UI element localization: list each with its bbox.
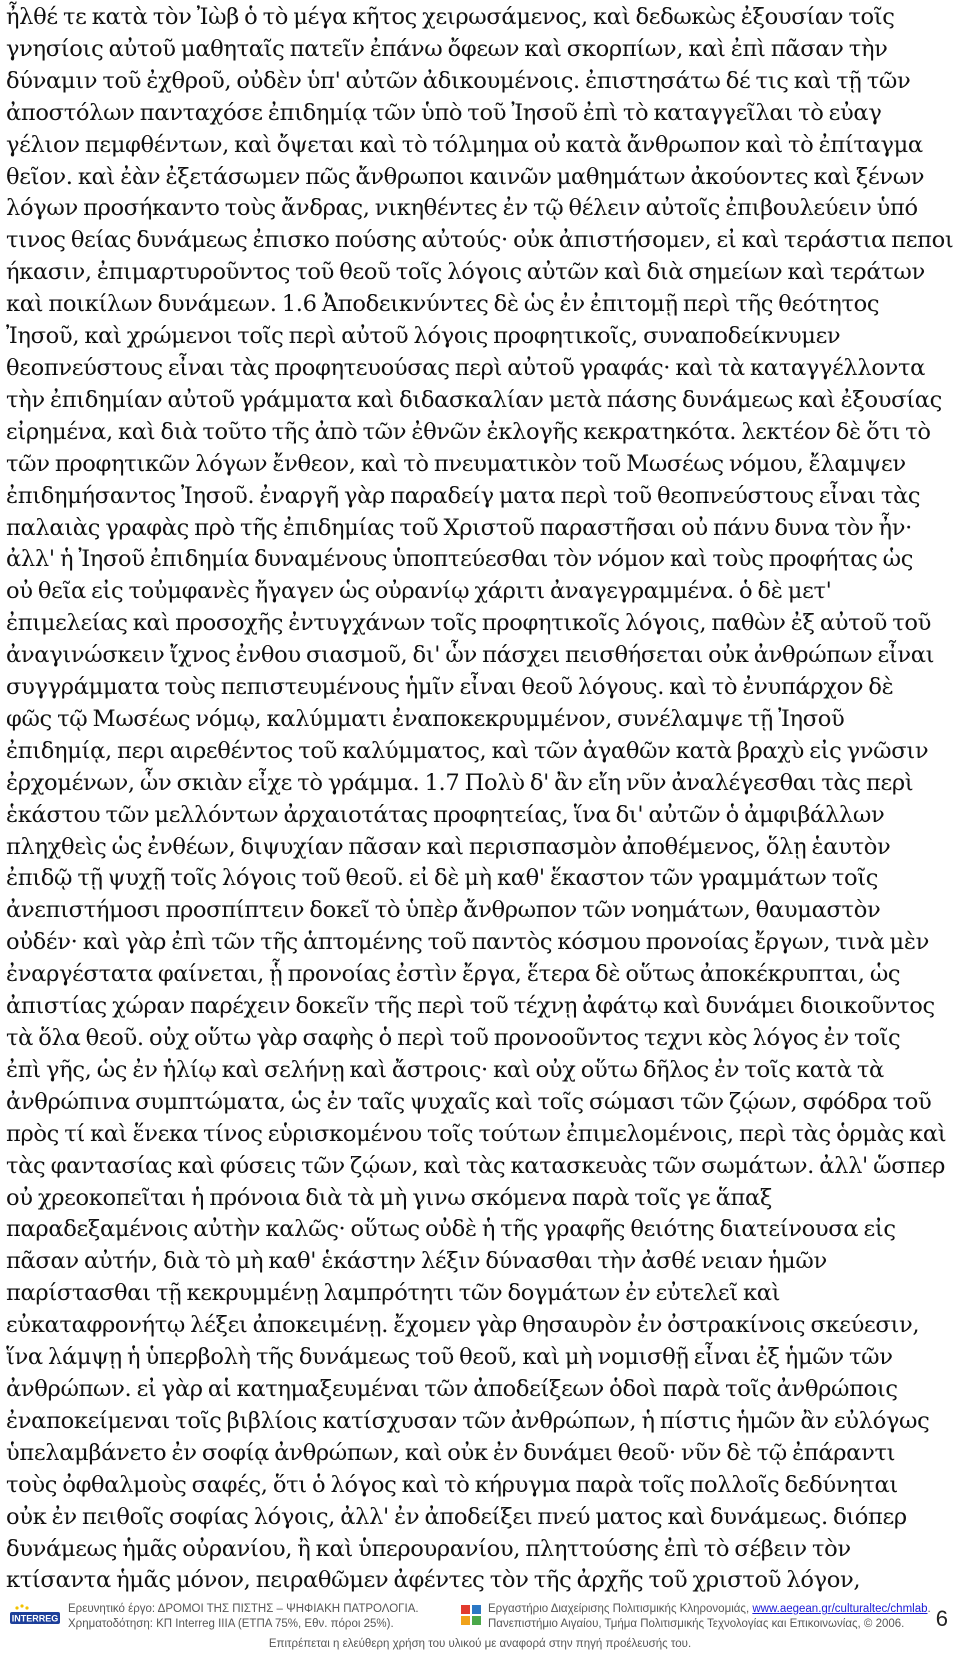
text-line: ἐπιδῷ τῇ ψυχῇ τοῖς λόγοις τοῦ θεοῦ. εἰ δὲ μὴ καθ' ἕκαστον τῶν γραμμάτων τοῖς [6, 865, 879, 892]
text-line: ἀνεπιστήμοσι προσπίπτειν δοκεῖ τὸ ὑπὲρ ἄνθρωπον τῶν νοημάτων, θαυμαστὸν [6, 897, 881, 924]
text-line: οὐ θεῖα εἰς τοὐμφανὲς ἤγαγεν ὡς οὐρανίῳ χάριτι ἀναγεγραμμένα. ὁ δὲ μετ' [6, 578, 832, 605]
text-line: παραδεξαμένοις αὐτὴν καλῶς· οὕτως οὐδὲ ἡ τῆς γραφῆς θειότης διατείνουσα εἰς [6, 1216, 896, 1243]
text-line: ἐπὶ γῆς, ὡς ἐν ἡλίῳ καὶ σελήνῃ καὶ ἄστροις· καὶ οὐχ οὕτω δῆλος ἐν τοῖς κατὰ τὰ [6, 1056, 884, 1083]
text-line: οὐ χρεοκοπεῖται ἡ πρόνοια διὰ τὰ μὴ γινω σκόμενα παρὰ τοῖς γε ἅπαξ [6, 1184, 773, 1211]
usage-notice: Επιτρέπεται η ελεύθερη χρήση του υλικού με αναφορά στην πηγή προέλευσής του. [268, 1638, 692, 1650]
text-line: οὐδέν· καὶ γὰρ ἐπὶ τῶν τῆς ἁπτομένης τοῦ παντὸς κόσμου προνοίας ἔργων, τινὰ μὲν [6, 929, 930, 956]
text-line: καὶ ποικίλων δυνάμεων. 1.6 Ἀποδεικνύντες δὲ ὡς ἐν ἐπιτομῇ περὶ τῆς θεότητος [6, 291, 880, 318]
text-line: τὴν ἐπιδημίαν αὐτοῦ γράμματα καὶ διδασκαλίαν μετὰ πάσης δυνάμεως καὶ ἐξουσίας [6, 386, 942, 413]
text-line: ἦλθέ τε κατὰ τὸν Ἰὼβ ὁ τὸ μέγα κῆτος χειρωσάμενος, καὶ δεδωκὼς ἐξουσίαν τοῖς [6, 4, 895, 30]
interreg-logo [8, 1603, 62, 1629]
text-line: ἀποστόλων πανταχόσε ἐπιδημίᾳ τῶν ὑπὸ τοῦ Ἰησοῦ ἐπὶ τὸ καταγγεῖλαι τὸ εὐαγ [6, 99, 882, 126]
text-line: τοὺς ὀφθαλμοὺς σαφές, ὅτι ὁ λόγος καὶ τὸ κήρυγμα παρὰ τοῖς πολλοῖς δεδύνηται [6, 1471, 898, 1498]
text-line: θεοπνεύστους εἶναι τὰς προφητευούσας περὶ αὐτοῦ γραφάς· καὶ τὰ καταγγέλλοντα [6, 354, 926, 381]
text-line: ὑπελαμβάνετο ἐν σοφίᾳ ἀνθρώπων, καὶ οὐκ ἐν δυνάμει θεοῦ· νῦν δὲ τῷ ἐπάραντι [6, 1439, 896, 1466]
text-line: πρὸς τί καὶ ἕνεκα τίνος εὑρισκομένου τοῖς τούτων ἐπιμελομένοις, περὶ τὰς ὁρμὰς καὶ [6, 1120, 947, 1147]
text-line: γνησίοις αὐτοῦ μαθηταῖς πατεῖν ἐπάνω ὄφεων καὶ σκορπίων, καὶ ἐπὶ πᾶσαν τὴν [6, 35, 888, 62]
text-line: παρίστασθαι τῇ κεκρυμμένῃ λαμπρότητι τῶν δογμάτων ἐν εὐτελεῖ καὶ [6, 1280, 781, 1307]
text-line: λόγων προσήκαντο τοὺς ἄνδρας, νικηθέντες ἐν τῷ θέλειν αὐτοῖς ἐπιβουλεύειν ὑπό [6, 195, 918, 222]
text-line: ἐρχομένων, ὧν σκιὰν εἶχε τὸ γράμμα. 1.7 Πολὺ δ' ἂν εἴη νῦν ἀναλέγεσθαι τὰς περὶ [6, 769, 914, 796]
text-line: γέλιον πεμφθέντων, καὶ ὄψεται καὶ τὸ τόλμημα οὐ κατὰ ἄνθρωπον καὶ τὸ ἐπίταγμα [6, 131, 923, 158]
lab-website-link[interactable]: www.aegean.gr/culturaltec/chmlab [752, 1603, 928, 1615]
text-line: παλαιὰς γραφὰς πρὸ τῆς ἐπιδημίας τοῦ Χριστοῦ παραστῆσαι οὐ πάνυ δυνα τὸν ἦν· [6, 514, 912, 541]
text-line: τὰς φαντασίας καὶ φύσεις τῶν ζῴων, καὶ τὰς κατασκευὰς τῶν σωμάτων. ἀλλ' ὥσπερ [6, 1152, 946, 1179]
text-line: πληχθεὶς ὡς ἐνθέων, διψυχίαν πᾶσαν καὶ περισπασμὸν ἀποθέμενος, ὅλῃ ἑαυτὸν [6, 833, 891, 860]
text-line: Ἰησοῦ, καὶ χρώμενοι τοῖς περὶ αὐτοῦ λόγοις προφητικοῖς, συναποδείκνυμεν [6, 323, 841, 350]
text-line: οὐκ ἐν πειθοῖς σοφίας λόγοις, ἀλλ' ἐν ἀποδείξει πνεύ ματος καὶ δυνάμεως. διόπερ [6, 1503, 907, 1530]
text-line: ἐπιμελείας καὶ προσοχῆς ἐντυγχάνων τοῖς προφητικοῖς λόγοις, παθὼν ἐξ αὐτοῦ τοῦ [6, 610, 931, 637]
footer-right-text [488, 1602, 931, 1632]
text-line: τῶν προφητικῶν λόγων ἔνθεον, καὶ τὸ πνευματικὸν τοῦ Μωσέως νόμου, ἔλαμψεν [6, 450, 906, 477]
svg-text:INTERREG: INTERREG [11, 1613, 59, 1624]
text-line: ἐπιδημίᾳ, περι αιρεθέντος τοῦ καλύμματος, καὶ τῶν ἀγαθῶν κατὰ βραχὺ εἰς γνῶσιν [6, 737, 929, 764]
footer-left-text [68, 1602, 419, 1632]
text-line: συγγράμματα τοὺς πεπιστευμένους ἡμῖν εἶναι θεοῦ λόγους. καὶ τὸ ἐνυπάρχον δὲ [6, 674, 894, 701]
text-line: ἑκάστου τῶν μελλόντων ἀρχαιοτάτας προφητείας, ἵνα δι' αὐτῶν ὁ ἀμφιβάλλων [6, 801, 885, 828]
text-line: πᾶσαν αὐτήν, διὰ τὸ μὴ καθ' ἑκάστην λέξιν δύνασθαι τὴν ἀσθέ νειαν ἡμῶν [6, 1248, 827, 1275]
body-text [6, 2, 958, 1597]
lab-line-end: . [927, 1603, 931, 1615]
text-line: ήκασιν, ἐπιμαρτυροῦντος τοῦ θεοῦ τοῖς λόγοις αὐτῶν καὶ διὰ σημείων καὶ τεράτων [6, 259, 925, 286]
text-line: τὰ ὅλα θεοῦ. οὐχ οὕτω γὰρ σαφὴς ὁ περὶ τοῦ προνοοῦντος τεχνι κὸς λόγος ἐν τοῖς [6, 1025, 901, 1051]
text-line: φῶς τῷ Μωσέως νόμῳ, καλύμματι ἐναποκεκρυμμένον, συνέλαμψε τῇ Ἰησοῦ [6, 705, 845, 732]
project-line: Ερευνητικό έργο: ΔΡΟΜΟΙ ΤΗΣ ΠΙΣΤΗΣ – ΨΗΦΙΑΚΗ ΠΑΤΡΟΛΟΓΙΑ. [68, 1603, 419, 1615]
footer [0, 1600, 960, 1656]
text-line: θεῖον. καὶ ἐὰν ἐξετάσωμεν πῶς ἄνθρωποι καινῶν μαθημάτων ἀκούοντες καὶ ξένων [6, 163, 925, 190]
page-number: 6 [935, 1606, 948, 1631]
text-line: ἀνθρώπινα συμπτώματα, ὡς ἐν ταῖς ψυχαῖς καὶ τοῖς σώμασι τῶν ζῴων, σφόδρα τοῦ [6, 1088, 932, 1115]
text-line: ἐναργέστατα φαίνεται, ᾗ προνοίας ἐστὶν ἔργα, ἕτερα δὲ οὕτως ἀποκέκρυπται, ὡς [6, 961, 901, 988]
chmlab-logo [460, 1603, 482, 1629]
funding-line: Χρηματοδότηση: ΚΠ Interreg IIIA (ΕΤΠΑ 75%, Εθν. πόροι 25%). [68, 1618, 394, 1630]
text-line: ἐναποκείμεναι τοῖς βιβλίοις κατίσχυσαν τῶν ἀνθρώπων, ἡ πίστις ἡμῶν ἂν εὐλόγως [6, 1407, 930, 1434]
text-line: εἰρημένα, καὶ διὰ τοῦτο τῆς ἀπὸ τῶν ἐθνῶν ἐκλογῆς κεκρατηκότα. λεκτέον δὲ ὅτι τὸ [6, 418, 931, 445]
lab-name: Εργαστήριο Διαχείρισης Πολιτισμικής Κληρονομιάς, [488, 1603, 753, 1615]
text-line: τινος θείας δυνάμεως ἐπισκο πούσης αὐτούς· οὐκ ἀπιστήσομεν, εἰ καὶ τεράστια πεποι [6, 227, 954, 254]
text-line: ἵνα λάμψῃ ἡ ὑπερβολὴ τῆς δυνάμεως τοῦ θεοῦ, καὶ μὴ νομισθῇ εἶναι ἐξ ἡμῶν τῶν [6, 1344, 893, 1371]
text-line: δύναμιν τοῦ ἐχθροῦ, οὐδὲν ὑπ' αὐτῶν ἀδικουμένοις. ἐπιστησάτω δέ τις καὶ τῇ τῶν [6, 67, 911, 94]
text-line: δυνάμεως ἡμᾶς οὐρανίου, ἢ καὶ ὑπερουρανίου, πληττούσης ἐπὶ τὸ σέβειν τὸν [6, 1535, 851, 1562]
lab-line [488, 1602, 931, 1617]
text-line: ἐπιδημήσαντος Ἰησοῦ. ἐναργῆ γὰρ παραδείγ ματα περὶ τοῦ θεοπνεύστους εἶναι τὰς [6, 482, 921, 509]
text-line: ἀλλ' ἡ Ἰησοῦ ἐπιδημία δυναμένους ὑποπτεύεσθαι τὸν νόμον καὶ τοὺς προφήτας ὡς [6, 546, 914, 573]
text-line: εὐκαταφρονήτῳ λέξει ἀποκειμένῃ. ἔχομεν γὰρ θησαυρὸν ἐν ὀστρακίνοις σκεύεσιν, [6, 1312, 920, 1339]
text-line: ἀναγινώσκειν ἴχνος ἐνθου σιασμοῦ, δι' ὧν πάσχει πεισθήσεται οὐκ ἀνθρώπων εἶναι [6, 642, 935, 669]
text-line: ἀπιστίας χώραν παρέχειν δοκεῖν τῆς περὶ τοῦ τέχνῃ ἀφάτῳ καὶ δυνάμει διοικοῦντος [6, 993, 935, 1020]
university-line: Πανεπιστήμιο Αιγαίου, Τμήμα Πολιτισμικής Τεχνολογίας και Επικοινωνίας, © 2006. [488, 1618, 905, 1630]
text-line: ἀνθρώπων. εἰ γὰρ αἱ κατημαξευμέναι τῶν ἀποδείξεων ὁδοὶ παρὰ τοῖς ἀνθρώποις [6, 1375, 898, 1402]
text-line: κτίσαντα ἡμᾶς μόνον, πειραθῶμεν ἀφέντες τὸν τῆς ἀρχῆς τοῦ χριστοῦ λόγον, [6, 1567, 861, 1594]
